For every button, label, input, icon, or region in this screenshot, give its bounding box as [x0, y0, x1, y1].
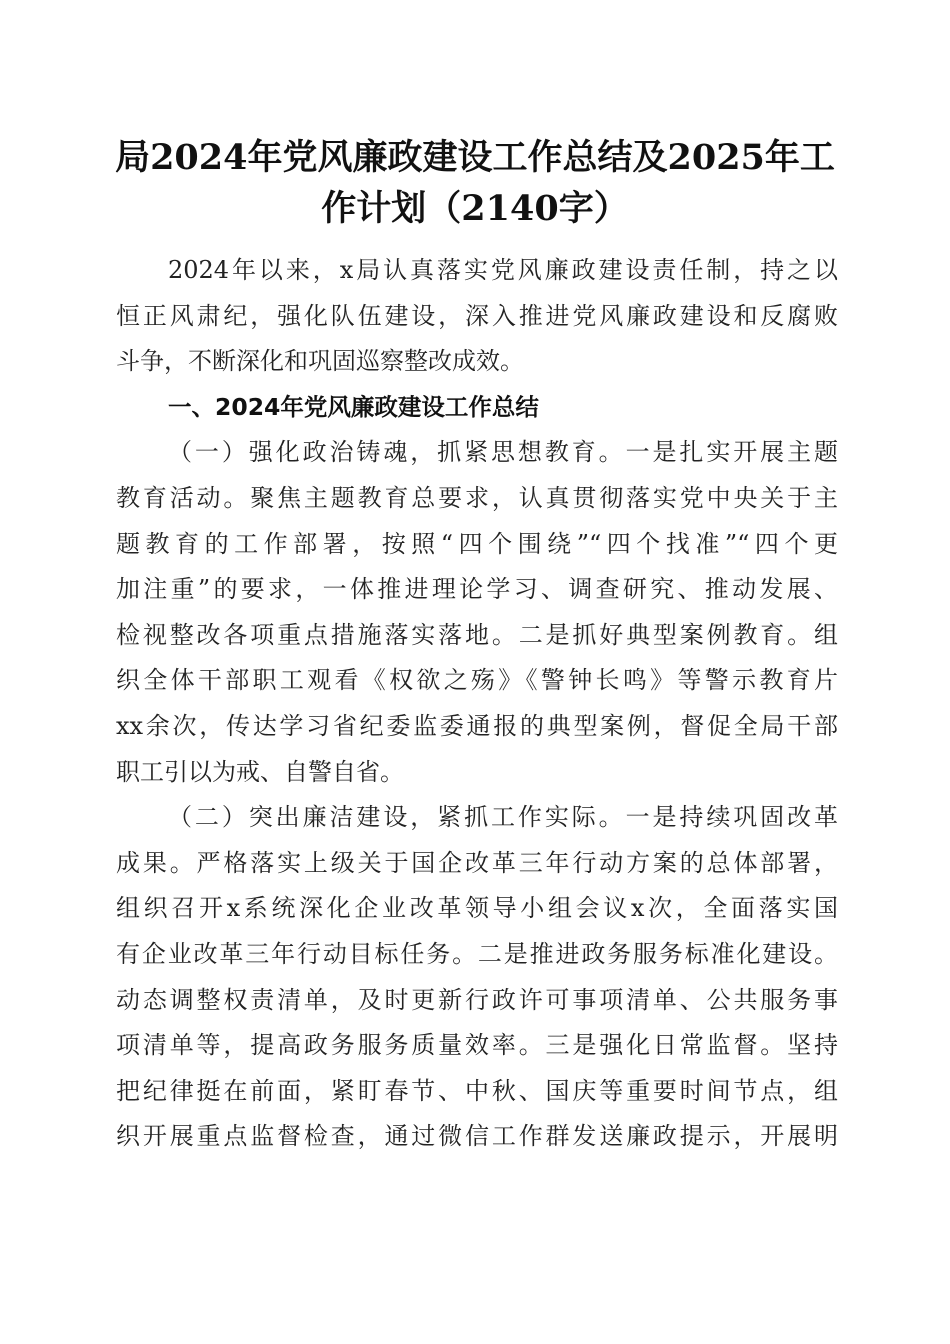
paragraph-line: xx余次，传达学习省纪委监委通报的典型案例，督促全局干部 [116, 711, 838, 740]
section-heading: 一、2024年党风廉政建设工作总结 [168, 392, 539, 421]
paragraph-line: 成果。严格落实上级关于国企改革三年行动方案的总体部署， [116, 848, 838, 877]
paragraph-line: 斗争，不断深化和巩固巡察整改成效。 [116, 347, 524, 376]
paragraph-line: 把纪律挺在前面，紧盯春节、中秋、国庆等重要时间节点，组 [116, 1076, 838, 1105]
paragraph-line: 教育活动。聚焦主题教育总要求，认真贯彻落实党中央关于主 [116, 483, 838, 512]
paragraph-line: 2024年以来，x局认真落实党风廉政建设责任制，持之以 [168, 256, 838, 284]
paragraph-line: 织开展重点监督检查，通过微信工作群发送廉政提示，开展明 [116, 1122, 838, 1151]
paragraph-line: （一）强化政治铸魂，抓紧思想教育。一是扎实开展主题 [168, 438, 838, 467]
paragraph-line: 组织召开x系统深化企业改革领导小组会议x次，全面落实国 [116, 894, 838, 923]
paragraph-line: 织全体干部职工观看《权欲之殇》《警钟长鸣》等警示教育片 [116, 666, 838, 695]
paragraph-line: 加注重”的要求，一体推进理论学习、调查研究、推动发展、 [116, 575, 838, 604]
title-line-2: 作计划（2140字） [321, 188, 629, 229]
paragraph-line: 项清单等，提高政务服务质量效率。三是强化日常监督。坚持 [116, 1031, 838, 1060]
paragraph-line: 职工引以为戒、自警自省。 [116, 757, 404, 786]
paragraph-line: 动态调整权责清单，及时更新行政许可事项清单、公共服务事 [116, 985, 838, 1014]
document-body [116, 248, 838, 1160]
paragraph-line: （二）突出廉洁建设，紧抓工作实际。一是持续巩固改革 [168, 803, 838, 832]
paragraph-line: 检视整改各项重点措施落实落地。二是抓好典型案例教育。组 [116, 620, 838, 649]
document-title [110, 132, 840, 234]
paragraph-line: 题教育的工作部署，按照“四个围绕”“四个找准”“四个更 [116, 529, 838, 558]
paragraph-line: 有企业改革三年行动目标任务。二是推进政务服务标准化建设。 [116, 939, 838, 968]
paragraph-line: 恒正风肃纪，强化队伍建设，深入推进党风廉政建设和反腐败 [116, 301, 838, 330]
title-line-1: 局2024年党风廉政建设工作总结及2025年工 [115, 137, 835, 178]
